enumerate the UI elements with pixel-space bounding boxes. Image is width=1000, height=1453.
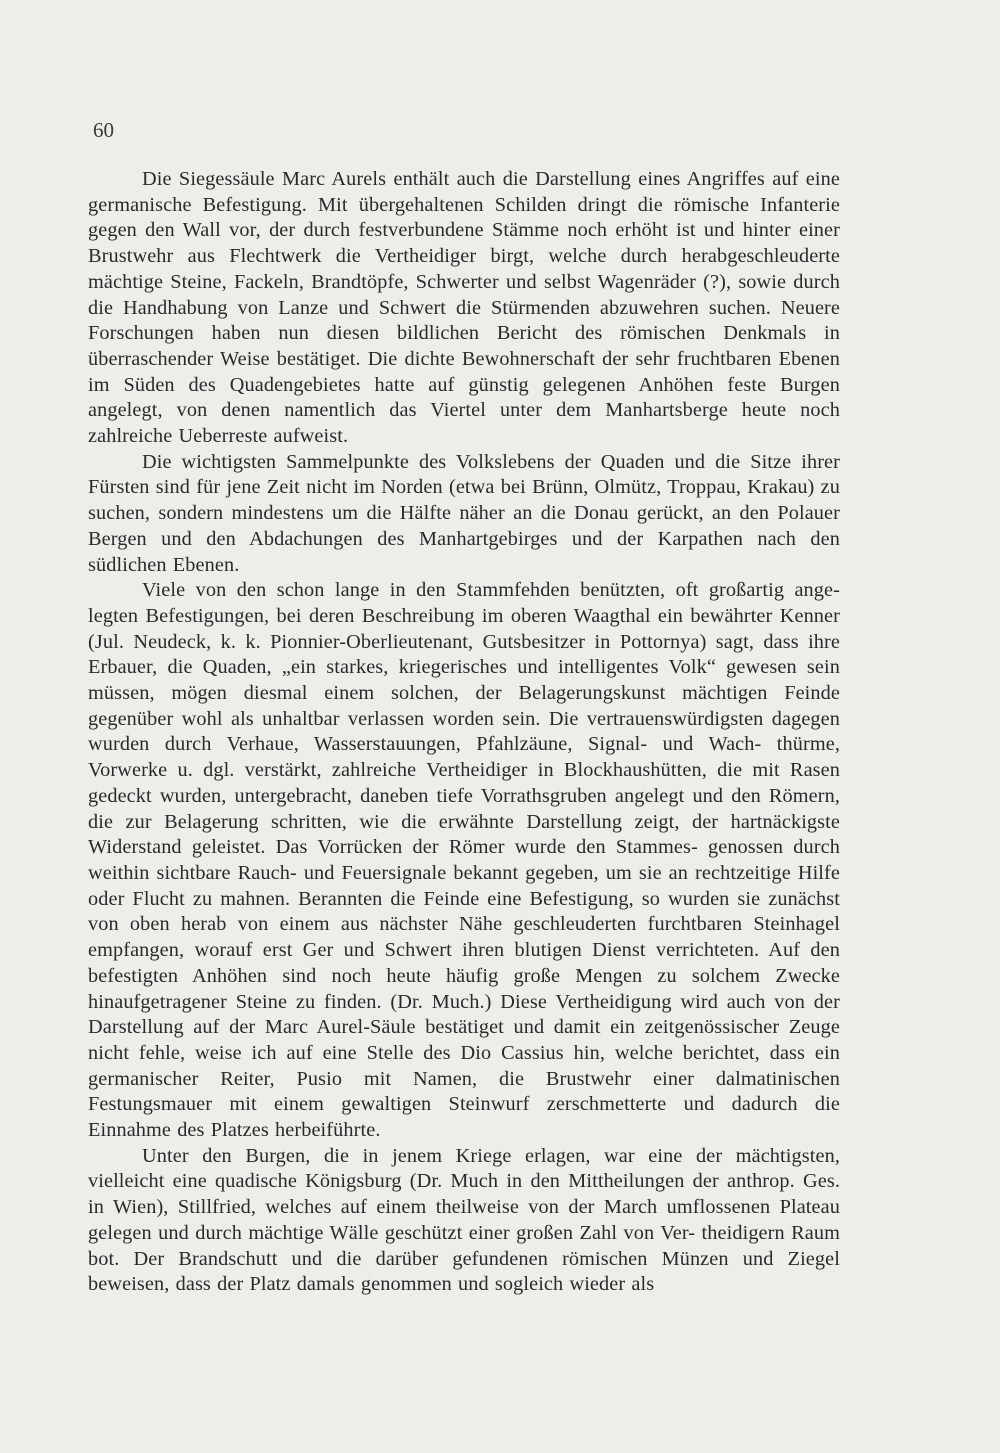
paragraph-2: Die wichtigsten Sammelpunkte des Volkslebens der Quaden und die Sitze ihrer Fürsten sind für jene Zeit nicht im Norden (etwa bei Brünn, Olmütz, Troppau, Krakau) zu suchen, sondern mindestens um die Hälfte näher an die Donau gerückt, an den Polauer Bergen und den Abdachungen des Manhartgebirges und der Karpathen nach den südlichen Ebenen.	[88, 450, 840, 576]
page-number: 60	[93, 118, 114, 142]
paragraph-3: Viele von den schon lange in den Stammfehden benützten, oft großartig ange- legten Befestigungen, bei deren Beschreibung im oberen Waagthal ein bewährter Kenner (Jul. Neudeck, k. k. Pionnier-Oberlieutenant, Gutsbesitzer in Pottornya) sagt, dass ihre Erbauer, die Quaden, „ein starkes, kriegerisches und intelligentes Volk“ gewesen sein müssen, mögen diesmal einem solchen, der Belagerungskunst mächtigen Feinde gegenüber wohl als unhaltbar verlassen worden sein. Die vertrauenswürdigsten dagegen wurden durch Verhaue, Wasserstauungen, Pfahlzäune, Signal- und Wach- thürme, Vorwerke u. dgl. verstärkt, zahlreiche Vertheidiger in Blockhaushütten, die mit Rasen gedeckt wurden, untergebracht, daneben tiefe Vorrathsgruben angelegt und den Römern, die zur Belagerung schritten, wie die erwähnte Darstellung zeigt, der hartnäckigste Widerstand geleistet. Das Vorrücken der Römer wurde den Stammes- genossen durch weithin sichtbare Rauch- und Feuersignale bekannt gegeben, um sie an rechtzeitige Hilfe oder Flucht zu mahnen. Berannten die Feinde eine Befestigung, so wurden sie zunächst von oben herab von einem aus nächster Nähe geschleuderten furchtbaren Steinhagel empfangen, worauf erst Ger und Schwert ihren blutigen Dienst verrichteten. Auf den befestigten Anhöhen sind noch heute häufig große Mengen zu solchem Zwecke hinaufgetragener Steine zu finden. (Dr. Much.) Diese Vertheidigung wird auch von der Darstellung auf der Marc Aurel-Säule bestätiget und damit ein zeitgenössischer Zeuge nicht fehle, weise ich auf eine Stelle des Dio Cassius hin, welche berichtet, dass ein germanischer Reiter, Pusio mit Namen, die Brustwehr einer dalmatinischen Festungsmauer mit einem gewaltigen Steinwurf zerschmetterte und dadurch die Einnahme des Platzes herbeiführte.	[88, 579, 840, 1142]
paragraph-1: Die Siegessäule Marc Aurels enthält auch die Darstellung eines Angriffes auf eine germanische Befestigung. Mit übergehaltenen Schilden dringt die römische Infanterie gegen den Wall vor, der durch festverbundene Stämme noch erhöht ist und hinter einer Brustwehr aus Flechtwerk die Vertheidiger birgt, welche durch herabgeschleuderte mächtige Steine, Fackeln, Brandtöpfe, Schwerter und selbst Wagenräder (?), sowie durch die Handhabung von Lanze und Schwert die Stürmenden abzuwehren suchen. Neuere Forschungen haben nun diesen bildlichen Bericht des römischen Denkmals in überraschender Weise bestätiget. Die dichte Bewohnerschaft der sehr fruchtbaren Ebenen im Süden des Quadengebietes hatte auf günstig gelegenen Anhöhen feste Burgen angelegt, von denen namentlich das Viertel unter dem Manhartsberge heute noch zahlreiche Ueberreste aufweist.	[88, 168, 840, 448]
body-text	[88, 167, 840, 1298]
paragraph-4: Unter den Burgen, die in jenem Kriege erlagen, war eine der mächtigsten, vielleicht eine quadische Königsburg (Dr. Much in den Mittheilungen der anthrop. Ges. in Wien), Stillfried, welches auf einem theilweise von der March umflossenen Plateau gelegen und durch mächtige Wälle geschützt einer großen Zahl von Ver- theidigern Raum bot. Der Brandschutt und die darüber gefundenen römischen Münzen und Ziegel beweisen, dass der Platz damals genommen und sogleich wieder als	[88, 1144, 840, 1296]
